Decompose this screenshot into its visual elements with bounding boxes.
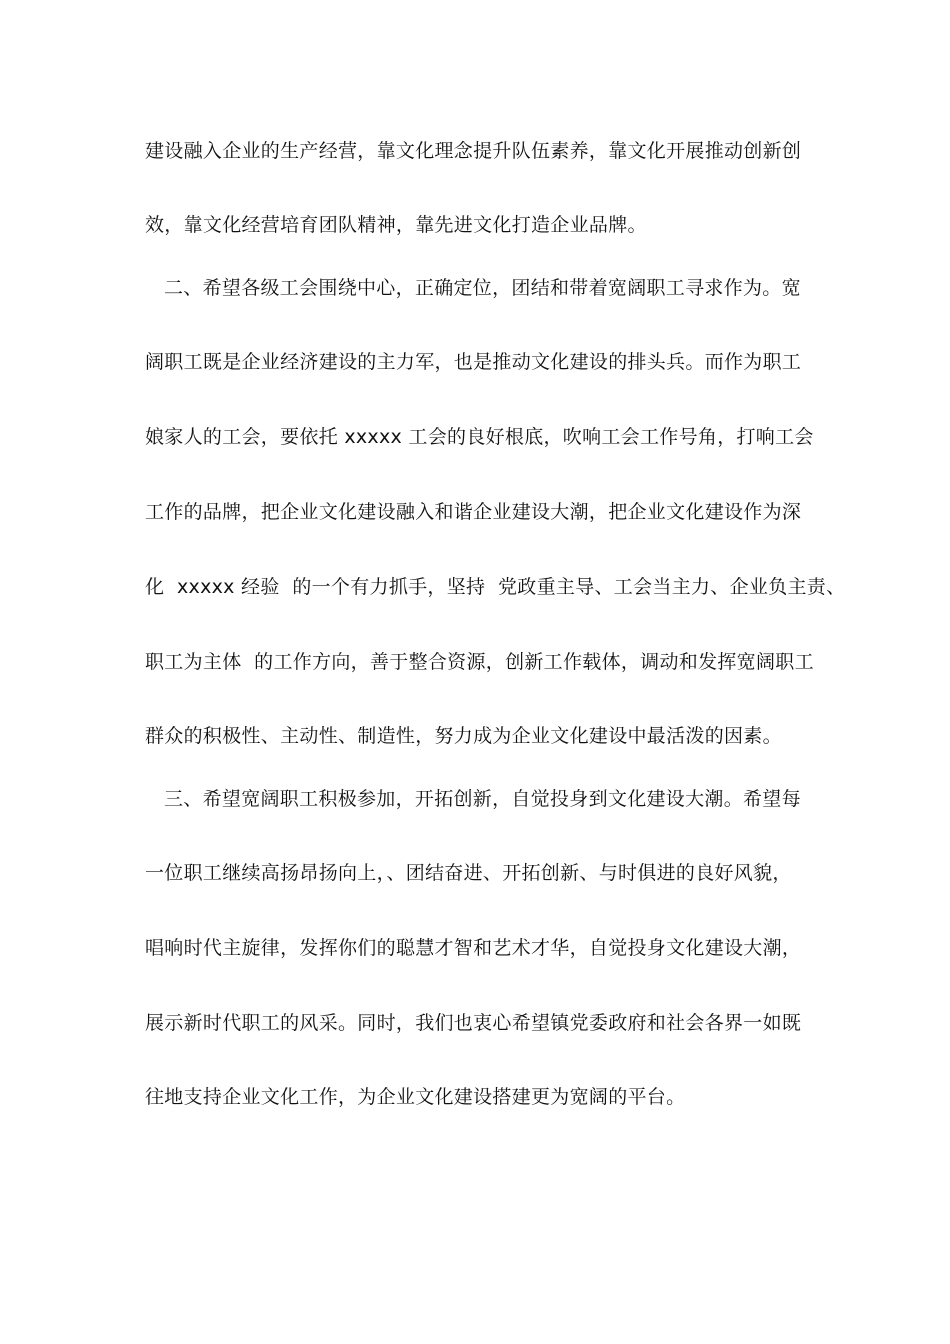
text-line: 建设融入企业的生产经营，靠文化理念提升队伍素养，靠文化开展推动创新创 (145, 140, 802, 162)
text-line: 娘家人的工会，要依托 xxxxx 工会的良好根底，吹响工会工作号角，打响工会 (145, 426, 814, 448)
text-line: 效，靠文化经营培育团队精神，靠先进文化打造企业品牌。 (145, 214, 647, 236)
text-line: 唱响时代主旋律，发挥你们的聪慧才智和艺术才华，自觉投身文化建设大潮， (145, 937, 802, 959)
paragraph-two-start: 二、希望各级工会围绕中心，正确定位，团结和带着宽阔职工寻求作为。宽 (164, 277, 801, 299)
text-line: 展示新时代职工的风采。同时，我们也衷心希望镇党委政府和社会各界一如既 (145, 1012, 802, 1034)
text-line: 工作的品牌，把企业文化建设融入和谐企业建设大潮，把企业文化建设作为深 (145, 501, 802, 523)
paragraph-three-start: 三、希望宽阔职工积极参加，开拓创新，自觉投身到文化建设大潮。希望每 (164, 788, 801, 810)
text-line: 群众的积极性、主动性、制造性，努力成为企业文化建设中最活泼的因素。 (145, 725, 782, 747)
text-line: 一位职工继续高扬昂扬向上，、团结奋进、开拓创新、与时俱进的良好风貌， (145, 862, 792, 884)
text-line: 化 xxxxx 经验 的一个有力抓手，坚持 党政重主导、工会当主力、企业负主责、 (145, 576, 846, 598)
text-line: 往地支持企业文化工作，为企业文化建设搭建更为宽阔的平台。 (145, 1086, 686, 1108)
text-line: 阔职工既是企业经济建设的主力军，也是推动文化建设的排头兵。而作为职工 (145, 351, 802, 373)
text-line: 职工为主体 的工作方向，善于整合资源，创新工作载体，调动和发挥宽阔职工 (145, 651, 814, 673)
